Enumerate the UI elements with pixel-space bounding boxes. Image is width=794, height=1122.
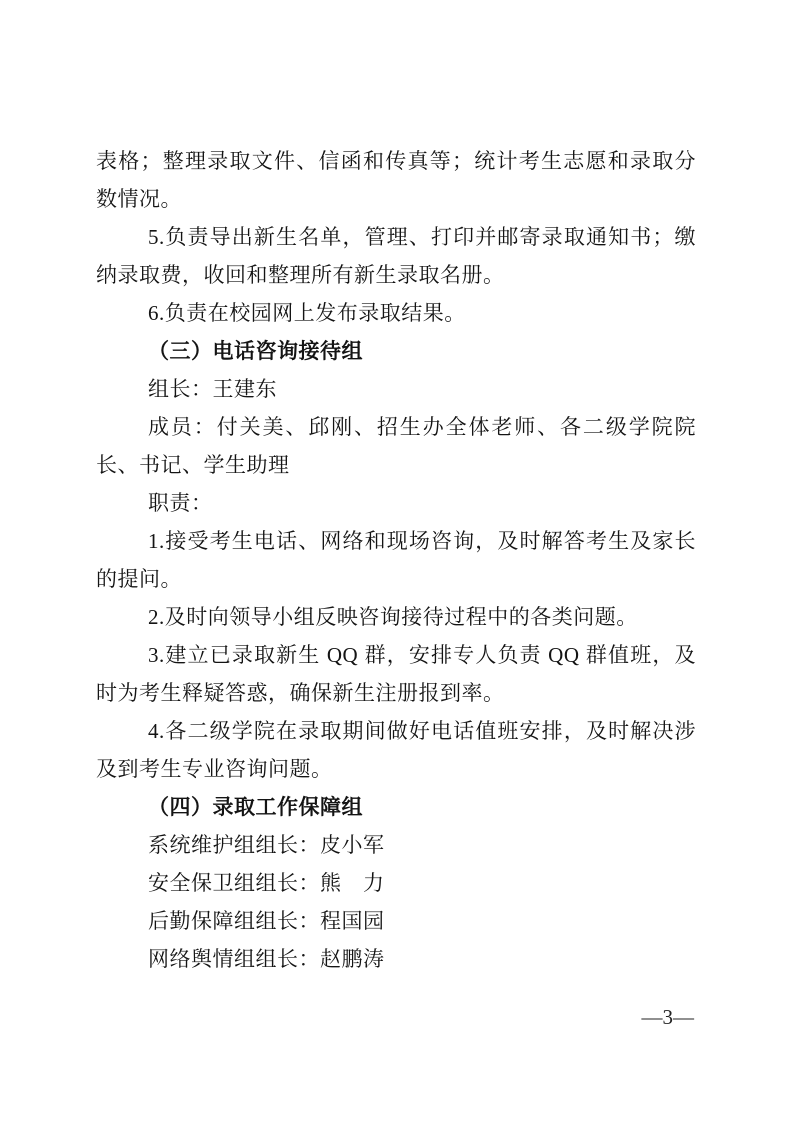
page-number: —3— xyxy=(641,1005,694,1029)
document-body xyxy=(96,142,696,978)
paragraph: 职责： xyxy=(148,491,213,515)
paragraph: 网络舆情组组长：赵鹏涛 xyxy=(148,947,385,971)
section-heading: （四）录取工作保障组 xyxy=(148,795,363,819)
paragraph: 5.负责导出新生名单，管理、打印并邮寄录取通知书；缴纳录取费，收回和整理所有新生录取名册。 xyxy=(96,225,696,287)
paragraph: 4.各二级学院在录取期间做好电话值班安排，及时解决涉及到考生专业咨询问题。 xyxy=(96,719,696,781)
paragraph: 组长：王建东 xyxy=(148,377,277,401)
paragraph: 安全保卫组组长：熊 力 xyxy=(148,871,385,895)
paragraph: 3.建立已录取新生 QQ 群，安排专人负责 QQ 群值班，及时为考生释疑答惑，确保新生注册报到率。 xyxy=(96,643,696,705)
paragraph: 6.负责在校园网上发布录取结果。 xyxy=(148,301,466,325)
paragraph: 后勤保障组组长：程国园 xyxy=(148,909,385,933)
paragraph: 1.接受考生电话、网络和现场咨询，及时解答考生及家长的提问。 xyxy=(96,529,696,591)
paragraph: 表格；整理录取文件、信函和传真等；统计考生志愿和录取分数情况。 xyxy=(96,149,696,211)
paragraph: 2.及时向领导小组反映咨询接待过程中的各类问题。 xyxy=(148,605,638,629)
paragraph: 系统维护组组长：皮小军 xyxy=(148,833,385,857)
paragraph: 成员：付关美、邱刚、招生办全体老师、各二级学院院长、书记、学生助理 xyxy=(96,415,696,477)
section-heading: （三）电话咨询接待组 xyxy=(148,339,363,363)
